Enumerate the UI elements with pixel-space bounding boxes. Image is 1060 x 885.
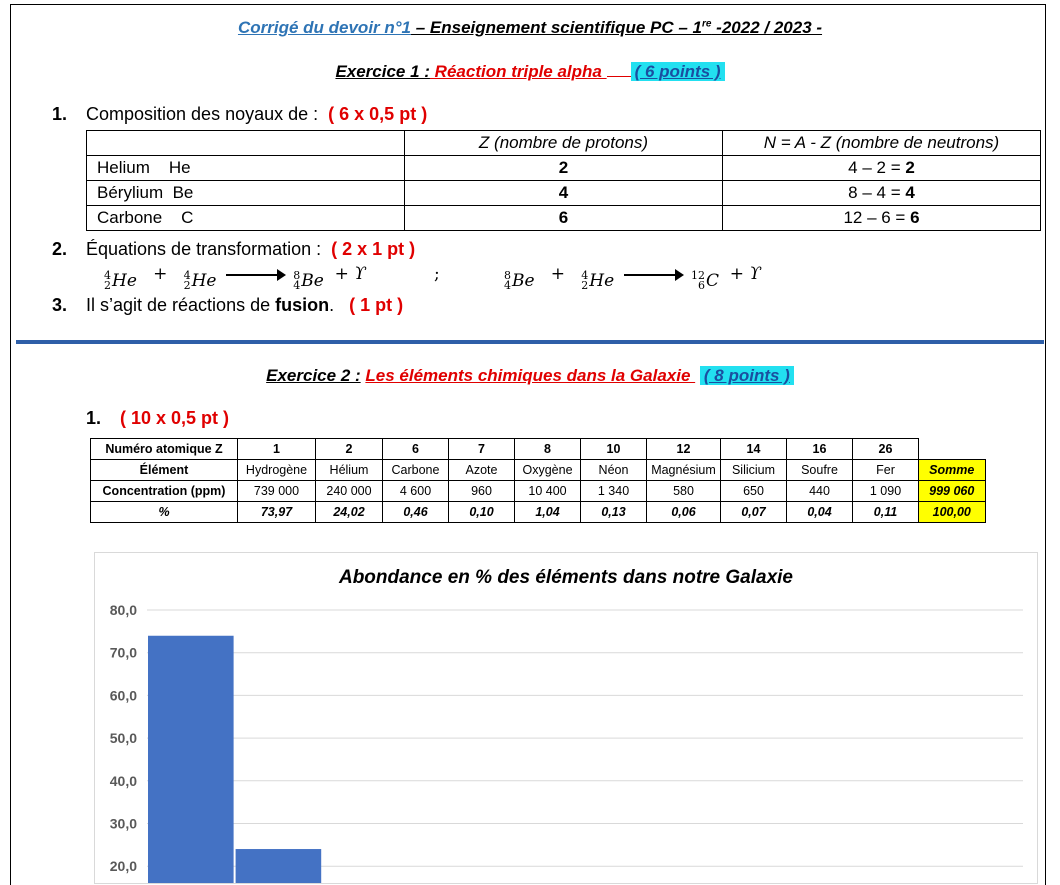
question-number: 1. bbox=[52, 104, 68, 124]
question-2-1: 1. ( 10 x 0,5 pt ) bbox=[86, 408, 230, 428]
question-points: ( 6 x 0,5 pt ) bbox=[328, 104, 428, 124]
chart-plot bbox=[95, 553, 1037, 883]
table-row: Numéro atomique Z 1 2 6 7 8 10 12 14 16 26 bbox=[91, 439, 986, 460]
y-tick-label: 40,0 bbox=[109, 772, 137, 789]
exercise-1-title bbox=[0, 62, 1060, 82]
table-header-row bbox=[87, 131, 1041, 156]
table-row: Bérylium Be 4 8 – 4 = 4 bbox=[87, 181, 1041, 206]
question-1-3: 3. Il s’agit de réactions de fusion. ( 1 pt ) bbox=[52, 295, 404, 315]
question-1-2: 2. Équations de transformation : ( 2 x 1 pt ) bbox=[52, 239, 416, 259]
y-tick-label: 60,0 bbox=[109, 687, 137, 704]
reaction-arrow-icon bbox=[226, 274, 284, 276]
equation-separator: ; bbox=[434, 264, 440, 284]
nuclide: 4 2 He bbox=[104, 269, 137, 292]
sum-label: Somme bbox=[919, 460, 986, 481]
header-title: – Enseignement scientifique PC – 1re -2022 / 2023 - bbox=[411, 18, 823, 37]
sum-pct: 100,00 bbox=[919, 502, 986, 523]
question-1-1 bbox=[52, 104, 427, 125]
y-tick-label: 80,0 bbox=[109, 602, 137, 618]
nuclide: 4 2 He bbox=[183, 269, 217, 292]
section-divider bbox=[16, 340, 1044, 344]
sum-ppm: 999 060 bbox=[919, 481, 986, 502]
equation-1: 4 2 He + 4 2 He 8 4 Be + ϒ bbox=[104, 264, 366, 292]
exercise-2-title: Exercice 2 : Les éléments chimiques dans la Galaxie ( 8 points ) bbox=[0, 366, 1060, 386]
bar-hélium bbox=[236, 849, 322, 883]
exercise-1-label: Exercice 1 : bbox=[335, 62, 430, 81]
equation-2: 8 4 Be + 4 2 He 12 6 C + ϒ bbox=[504, 264, 762, 292]
header-link[interactable]: Corrigé du devoir n°1 bbox=[237, 18, 412, 37]
element-abundance-table bbox=[90, 438, 986, 523]
abundance-chart bbox=[94, 552, 1038, 884]
question-text: Composition des noyaux de : bbox=[86, 104, 319, 124]
chart-title: Abondance en % des éléments dans notre Galaxie bbox=[338, 567, 794, 588]
y-tick-label: 70,0 bbox=[109, 644, 137, 661]
table-row: Concentration (ppm) 739 000 240 000 4 600 960 10 400 1 340 580 650 440 1 090 999 060 bbox=[91, 481, 986, 502]
table-row: Élément Hydrogène Hélium Carbone Azote Oxygène Néon Magnésium Silicium Soufre Fer Somme bbox=[91, 460, 986, 481]
y-tick-label: 30,0 bbox=[109, 815, 137, 832]
nuclide: 8 4 Be bbox=[504, 269, 535, 292]
y-tick-label: 50,0 bbox=[109, 730, 137, 747]
reaction-arrow-icon bbox=[624, 274, 682, 276]
exercise-1-name: Réaction triple alpha bbox=[429, 62, 607, 81]
y-tick-label: 20,0 bbox=[109, 858, 137, 875]
table-row: Helium He 2 4 – 2 = 2 bbox=[87, 156, 1041, 181]
nuclide: 8 4 Be bbox=[293, 269, 324, 292]
exercise-1-points: ( 6 points ) bbox=[631, 62, 725, 81]
document-header bbox=[0, 18, 1060, 38]
nuclide: 12 6 C bbox=[690, 269, 719, 292]
header-n: N = A - Z (nombre de neutrons) bbox=[723, 131, 1041, 156]
header-z: Z (nombre de protons) bbox=[405, 131, 723, 156]
table-row: % 73,97 24,02 0,46 0,10 1,04 0,13 0,06 0,07 0,04 0,11 100,00 bbox=[91, 502, 986, 523]
nuclide: 4 2 He bbox=[581, 269, 615, 292]
nuclei-composition-table bbox=[86, 130, 1041, 231]
table-row: Carbone C 6 12 – 6 = 6 bbox=[87, 206, 1041, 231]
bar-hydrogène bbox=[148, 636, 234, 883]
